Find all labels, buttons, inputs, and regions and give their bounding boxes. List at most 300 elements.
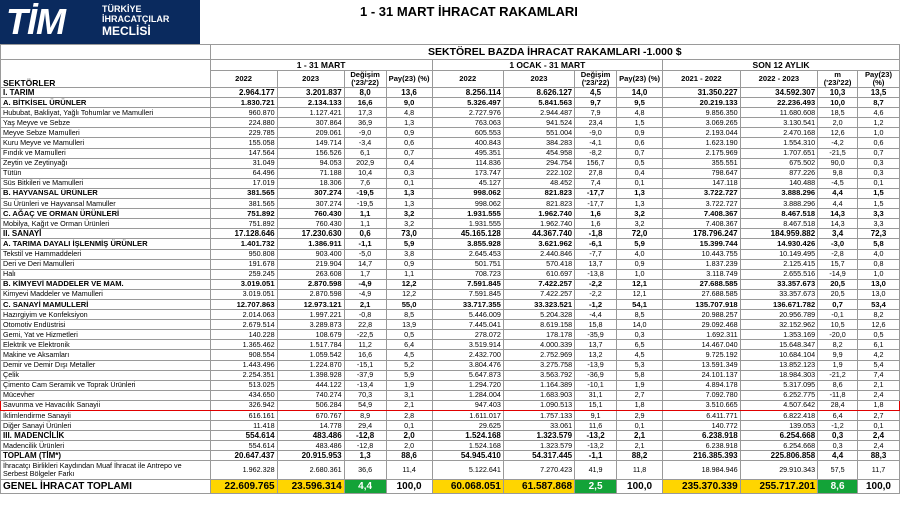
table-cell: 14,3 [818, 209, 858, 219]
table-cell: 2.470.168 [740, 128, 818, 138]
table-cell: -9,0 [344, 128, 386, 138]
table-cell: 4.894.178 [663, 380, 741, 390]
table-cell: -20,0 [818, 330, 858, 340]
table-cell: 4,4 [818, 451, 858, 461]
table-cell: 0,6 [386, 138, 432, 148]
table-cell: 9,7 [575, 98, 617, 108]
table-cell: 16,6 [344, 98, 386, 108]
table-cell: 10.443.755 [663, 249, 741, 259]
table-cell: 381.565 [210, 188, 277, 198]
table-cell: 3.563.792 [503, 370, 574, 380]
table-cell: 13,9 [386, 320, 432, 330]
table-cell: 31,1 [575, 390, 617, 400]
table-cell: 72,3 [857, 229, 899, 239]
table-cell: 0,4 [386, 158, 432, 168]
table-cell: -6,1 [575, 239, 617, 249]
table-cell: 2,0 [386, 431, 432, 441]
grand-total-label: GENEL İHRACAT TOPLAMI [1, 480, 211, 494]
table-cell: 155.058 [210, 138, 277, 148]
table-cell: 147.564 [210, 148, 277, 158]
table-cell: 53,4 [857, 299, 899, 309]
table-cell: 20.647.437 [210, 451, 277, 461]
table-cell: -4,2 [818, 138, 858, 148]
table-cell: 2.752.969 [503, 350, 574, 360]
sector-name: Hububat, Bakliyat, Yağlı Tohumlar ve Mamulleri [1, 108, 211, 118]
table-cell: 2,0 [386, 441, 432, 451]
table-cell: 20.988.257 [663, 310, 741, 320]
table-cell: 0,9 [386, 259, 432, 269]
grand-total-cell: 100,0 [617, 480, 663, 494]
table-cell: -1,8 [575, 229, 617, 239]
table-cell: 27.688.585 [663, 279, 741, 289]
table-cell: 5.326.497 [432, 98, 503, 108]
table-cell: 4,0 [617, 249, 663, 259]
column-header: Pay(23) (%) [617, 71, 663, 88]
table-cell: 2,8 [386, 411, 432, 421]
table-cell: 1.997.221 [277, 310, 344, 320]
table-cell: 1.353.169 [740, 330, 818, 340]
table-row [1, 370, 900, 380]
table-cell: 140.228 [210, 330, 277, 340]
table-cell: 2.254.351 [210, 370, 277, 380]
table-cell: 1.524.168 [432, 431, 503, 441]
table-cell: 950.808 [210, 249, 277, 259]
table-cell: -35,9 [575, 330, 617, 340]
table-cell: 1.090.513 [503, 400, 574, 410]
table-cell: 2,1 [344, 299, 386, 309]
table-cell: 8.467.518 [740, 209, 818, 219]
table-cell: 444.122 [277, 380, 344, 390]
table-cell: 263.608 [277, 269, 344, 279]
table-cell: 29.092.468 [663, 320, 741, 330]
sector-name: Hazırgiyim ve Konfeksiyon [1, 310, 211, 320]
table-cell: 36,9 [344, 118, 386, 128]
table-cell: -17,7 [575, 199, 617, 209]
table-cell: 14,0 [617, 320, 663, 330]
table-cell: -2,8 [818, 249, 858, 259]
table-cell: 2.655.516 [740, 269, 818, 279]
period-monthly: 1 - 31 MART [210, 60, 432, 71]
table-cell: 7,6 [344, 178, 386, 188]
table-cell: -2,2 [575, 289, 617, 299]
table-cell: 33.357.673 [740, 279, 818, 289]
table-cell: 14,3 [818, 219, 858, 229]
table-cell: 8,6 [818, 380, 858, 390]
table-cell: 0,9 [386, 128, 432, 138]
table-cell: 3.118.749 [663, 269, 741, 279]
table-cell: 5,8 [617, 370, 663, 380]
table-cell: 821.823 [503, 199, 574, 209]
table-row [1, 118, 900, 128]
table-cell: 294.754 [503, 158, 574, 168]
sector-name: Mobilya, Kağıt ve Orman Ürünleri [1, 219, 211, 229]
table-cell: 0,5 [617, 158, 663, 168]
table-cell: 0,7 [617, 148, 663, 158]
table-cell: 3,2 [617, 219, 663, 229]
table-cell: 0,1 [617, 421, 663, 431]
table-cell: 1,2 [857, 118, 899, 128]
table-cell: -4,5 [818, 178, 858, 188]
table-cell: 1,8 [617, 400, 663, 410]
table-group-row [1, 299, 900, 309]
table-row [1, 108, 900, 118]
table-cell: 384.283 [503, 138, 574, 148]
sector-name: İklimlendirme Sanayii [1, 411, 211, 421]
table-cell: 670.767 [277, 411, 344, 421]
table-cell: 13,0 [857, 289, 899, 299]
table-cell: 54.945.410 [432, 451, 503, 461]
table-cell: 33.357.673 [740, 289, 818, 299]
table-cell: 1,3 [386, 118, 432, 128]
table-cell: -19,5 [344, 199, 386, 209]
table-cell: 1,6 [575, 209, 617, 219]
table-cell: 495.351 [432, 148, 503, 158]
table-cell: 88,2 [617, 451, 663, 461]
sector-name: C. AĞAÇ VE ORMAN ÜRÜNLERİ [1, 209, 211, 219]
table-cell: 191.678 [210, 259, 277, 269]
table-cell: 7.408.367 [663, 219, 741, 229]
table-cell: 4.000.339 [503, 340, 574, 350]
table-cell: 31.049 [210, 158, 277, 168]
logo-line-1: TÜRKİYE [102, 4, 142, 14]
table-cell: 12.973.121 [277, 299, 344, 309]
table-cell: 7.445.041 [432, 320, 503, 330]
table-cell: -1,2 [575, 299, 617, 309]
table-cell: 3.019.051 [210, 289, 277, 299]
table-cell: 0,7 [818, 299, 858, 309]
table-cell: 903.400 [277, 249, 344, 259]
table-cell: 10,5 [818, 320, 858, 330]
table-cell: 1,5 [857, 188, 899, 198]
table-cell: 4,8 [617, 108, 663, 118]
table-cell: 1,0 [857, 128, 899, 138]
period-ytd: 1 OCAK - 31 MART [432, 60, 662, 71]
table-cell: 0,5 [857, 330, 899, 340]
grand-total-cell: 4,4 [344, 480, 386, 494]
table-cell: 1.837.239 [663, 259, 741, 269]
table-cell: 2.014.063 [210, 310, 277, 320]
sector-name: TOPLAM (TİM*) [1, 451, 211, 461]
table-cell: 11,7 [857, 461, 899, 480]
table-cell: 1,6 [575, 219, 617, 229]
table-cell: 17.019 [210, 178, 277, 188]
table-cell: 94.053 [277, 158, 344, 168]
table-cell: 2,0 [818, 118, 858, 128]
table-cell: 2.175.969 [663, 148, 741, 158]
table-cell: -0,1 [818, 310, 858, 320]
table-cell: 13,5 [857, 88, 899, 98]
table-cell: 6,5 [617, 340, 663, 350]
table-row [1, 400, 900, 410]
table-cell: 209.061 [277, 128, 344, 138]
table-row [1, 310, 900, 320]
table-cell: 9.725.192 [663, 350, 741, 360]
table-cell: 225.806.858 [740, 451, 818, 461]
grand-total-cell: 255.717.201 [740, 480, 818, 494]
grand-total-cell: 60.068.051 [432, 480, 503, 494]
table-cell: 1,3 [386, 188, 432, 198]
table-cell: 72,0 [617, 229, 663, 239]
page-title: 1 - 31 MART İHRACAT RAKAMLARI [360, 4, 578, 19]
table-cell: 54,9 [344, 400, 386, 410]
table-cell: 15,7 [818, 259, 858, 269]
table-cell: 17.128.646 [210, 229, 277, 239]
table-cell: 73,0 [386, 229, 432, 239]
table-cell: 400.843 [432, 138, 503, 148]
column-header: Pay(23) (%) [386, 71, 432, 88]
table-cell: 0,8 [857, 259, 899, 269]
table-row [1, 411, 900, 421]
table-cell: -5,0 [344, 249, 386, 259]
table-cell: 5,4 [857, 360, 899, 370]
table-cell: 156,7 [575, 158, 617, 168]
table-cell: 908.554 [210, 350, 277, 360]
table-cell: 2.870.598 [277, 289, 344, 299]
logo-line-2: İHRACATÇILAR [102, 14, 170, 24]
table-cell: 1.962.328 [210, 461, 277, 480]
table-cell: 11,2 [344, 340, 386, 350]
table-cell: -8,2 [575, 148, 617, 158]
table-cell: 5,9 [617, 239, 663, 249]
table-cell: 12,6 [857, 320, 899, 330]
table-cell: 12,2 [386, 289, 432, 299]
table-main-row [1, 431, 900, 441]
table-cell: 0,3 [617, 330, 663, 340]
table-cell: 605.553 [432, 128, 503, 138]
sector-name: Madencilik Ürünleri [1, 441, 211, 451]
table-cell: 2,4 [857, 431, 899, 441]
table-cell: 0,1 [386, 421, 432, 431]
table-cell: -10,1 [575, 380, 617, 390]
table-cell: 6.254.668 [740, 441, 818, 451]
table-cell: 140.772 [663, 421, 741, 431]
table-cell: 5.122.641 [432, 461, 503, 480]
table-cell: 178.178 [503, 330, 574, 340]
table-cell: 178.796.247 [663, 229, 741, 239]
sector-name: Kimyevi Maddeler ve Mamulleri [1, 289, 211, 299]
column-header: 2021 - 2022 [663, 71, 741, 88]
table-cell: -21,2 [818, 370, 858, 380]
table-cell: 1.554.310 [740, 138, 818, 148]
grand-total-cell: 22.609.765 [210, 480, 277, 494]
table-row [1, 320, 900, 330]
table-cell: 763.063 [432, 118, 503, 128]
table-cell: 5,9 [386, 239, 432, 249]
table-cell: 1.323.579 [503, 431, 574, 441]
table-cell: -37,9 [344, 370, 386, 380]
table-cell: 1,5 [617, 118, 663, 128]
table-cell: 33.323.521 [503, 299, 574, 309]
table-row [1, 138, 900, 148]
table-cell: 15,8 [575, 320, 617, 330]
table-cell: 1,5 [857, 199, 899, 209]
table-cell: 2.432.700 [432, 350, 503, 360]
table-cell: 8,9 [344, 411, 386, 421]
table-cell: 8,2 [818, 340, 858, 350]
table-cell: 2,4 [857, 390, 899, 400]
table-cell: 8,0 [344, 88, 386, 98]
table-cell: 17,3 [344, 108, 386, 118]
table-cell: 140.488 [740, 178, 818, 188]
table-cell: 5.204.328 [503, 310, 574, 320]
table-cell: 23,4 [575, 118, 617, 128]
table-cell: -36,9 [575, 370, 617, 380]
table-cell: 3,3 [857, 219, 899, 229]
table-cell: 156.526 [277, 148, 344, 158]
table-cell: 222.102 [503, 168, 574, 178]
table-cell: 15.648.347 [740, 340, 818, 350]
table-cell: 1.962.740 [503, 209, 574, 219]
period-12m: SON 12 AYLIK [663, 60, 900, 71]
table-cell: 4,5 [575, 88, 617, 98]
grand-total-cell: 2,5 [575, 480, 617, 494]
table-cell: 6.252.775 [740, 390, 818, 400]
table-row [1, 199, 900, 209]
table-cell: 7.270.423 [503, 461, 574, 480]
table-cell: 616.161 [210, 411, 277, 421]
sector-name: Gemi, Yat ve Hizmetleri [1, 330, 211, 340]
table-cell: 57,5 [818, 461, 858, 480]
sector-name: Meyve Sebze Mamulleri [1, 128, 211, 138]
table-row [1, 360, 900, 370]
table-cell: -13,2 [575, 431, 617, 441]
table-cell: 506.284 [277, 400, 344, 410]
table-cell: 45.165.128 [432, 229, 503, 239]
table-cell: 3,2 [617, 209, 663, 219]
table-cell: 483.486 [277, 431, 344, 441]
table-row [1, 380, 900, 390]
table-cell: -4,9 [344, 279, 386, 289]
table-cell: 1.059.542 [277, 350, 344, 360]
table-cell: 3.722.727 [663, 199, 741, 209]
grand-total-cell: 235.370.339 [663, 480, 741, 494]
table-cell: 355.551 [663, 158, 741, 168]
table-cell: -9,0 [575, 128, 617, 138]
sector-name: Kuru Meyve ve Mamulleri [1, 138, 211, 148]
column-header: 2022 [210, 71, 277, 88]
table-cell: 1.830.721 [210, 98, 277, 108]
table-cell: 20,5 [818, 289, 858, 299]
table-cell: 216.385.393 [663, 451, 741, 461]
table-cell: 554.614 [210, 431, 277, 441]
table-cell: 2.193.044 [663, 128, 741, 138]
table-cell: 1.401.732 [210, 239, 277, 249]
table-cell: 14,7 [344, 259, 386, 269]
table-cell: 70,3 [344, 390, 386, 400]
column-header: 2023 [503, 71, 574, 88]
table-cell: 2.727.976 [432, 108, 503, 118]
table-cell: 36,6 [344, 461, 386, 480]
table-row [1, 249, 900, 259]
table-cell: 6.238.918 [663, 441, 741, 451]
table-cell: 1,1 [344, 209, 386, 219]
table-cell: 17.230.630 [277, 229, 344, 239]
table-title: SEKTÖREL BAZDA İHRACAT RAKAMLARI -1.000 $ [210, 45, 899, 60]
table-row [1, 148, 900, 158]
table-cell: 1,8 [857, 400, 899, 410]
sector-name: A. BİTKİSEL ÜRÜNLER [1, 98, 211, 108]
table-cell: 13.591.349 [663, 360, 741, 370]
table-cell: 4,2 [857, 350, 899, 360]
table-cell: 7.591.845 [432, 279, 503, 289]
grand-total-cell: 100,0 [386, 480, 432, 494]
table-cell: 5,3 [617, 360, 663, 370]
table-cell: 5.841.563 [503, 98, 574, 108]
table-cell: 108.679 [277, 330, 344, 340]
table-row [1, 390, 900, 400]
sector-name: III. MADENCİLİK [1, 431, 211, 441]
table-cell: 71.188 [277, 168, 344, 178]
table-cell: 27,8 [575, 168, 617, 178]
table-cell: 307.274 [277, 188, 344, 198]
table-cell: 2.680.361 [277, 461, 344, 480]
table-cell: 2,7 [617, 390, 663, 400]
table-cell: 551.004 [503, 128, 574, 138]
table-cell: 1,3 [617, 188, 663, 198]
table-cell: 708.723 [432, 269, 503, 279]
table-cell: 8.619.158 [503, 320, 574, 330]
table-cell: 7.408.367 [663, 209, 741, 219]
table-cell: 13,7 [575, 340, 617, 350]
table-cell: 2,1 [617, 431, 663, 441]
table-row [1, 158, 900, 168]
table-cell: 2.964.177 [210, 88, 277, 98]
sector-name: I. TARIM [1, 88, 211, 98]
table-cell: 55,0 [386, 299, 432, 309]
table-cell: -17,7 [575, 188, 617, 198]
table-cell: 33.717.355 [432, 299, 503, 309]
table-cell: 3,2 [386, 219, 432, 229]
table-cell: 1.623.190 [663, 138, 741, 148]
table-cell: 8,2 [857, 310, 899, 320]
table-cell: -1,1 [575, 451, 617, 461]
table-cell: 1.962.740 [503, 219, 574, 229]
table-cell: 307.274 [277, 199, 344, 209]
table-cell: 90,0 [818, 158, 858, 168]
table-cell: 10.149.495 [740, 249, 818, 259]
table-cell: 1.524.168 [432, 441, 503, 451]
table-cell: 6.238.918 [663, 431, 741, 441]
table-cell: 29.625 [432, 421, 503, 431]
table-cell: 14.467.040 [663, 340, 741, 350]
grand-total-row [1, 480, 900, 494]
sector-name: II. SANAYİ [1, 229, 211, 239]
table-cell: 1.931.555 [432, 219, 503, 229]
table-cell: 1,9 [386, 380, 432, 390]
table-cell: 4,5 [386, 350, 432, 360]
table-cell: 22.236.493 [740, 98, 818, 108]
table-cell: 3,1 [386, 390, 432, 400]
table-cell: 3.519.914 [432, 340, 503, 350]
table-cell: 10.684.104 [740, 350, 818, 360]
table-cell: 29.910.343 [740, 461, 818, 480]
column-header: 2023 [277, 71, 344, 88]
sector-name: Zeytin ve Zeytinyağı [1, 158, 211, 168]
table-cell: -7,7 [575, 249, 617, 259]
table-cell: 1,0 [617, 269, 663, 279]
table-cell: 29,4 [344, 421, 386, 431]
tim-logo [0, 0, 200, 44]
table-cell: 9,9 [818, 350, 858, 360]
sector-name: Diğer Sanayi Ürünleri [1, 421, 211, 431]
sector-name: Çelik [1, 370, 211, 380]
table-cell: 2,1 [617, 441, 663, 451]
table-cell: 2.679.514 [210, 320, 277, 330]
table-cell: 4,6 [857, 108, 899, 118]
table-cell: 751.892 [210, 219, 277, 229]
table-cell: 3.888.296 [740, 199, 818, 209]
table-cell: 0,1 [857, 178, 899, 188]
